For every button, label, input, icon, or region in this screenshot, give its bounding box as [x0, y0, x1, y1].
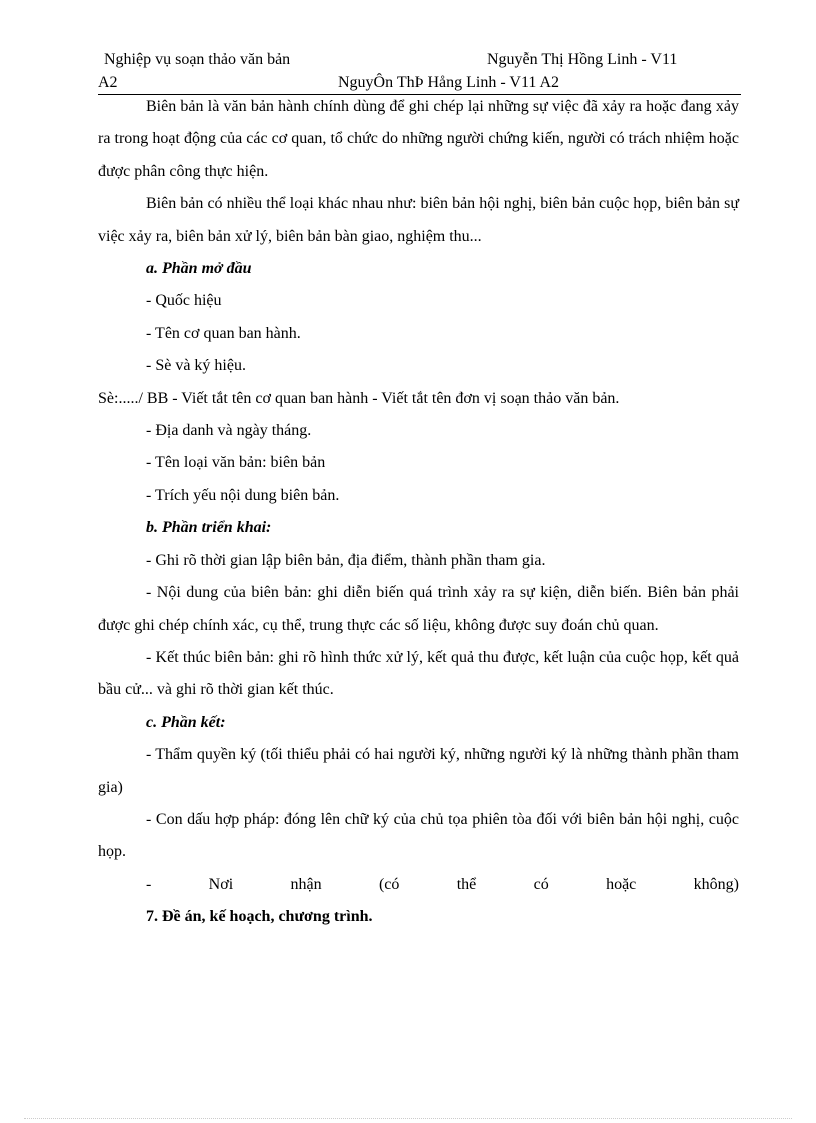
heading-closing-section: c. Phần kết:: [146, 713, 226, 731]
header-class: A2: [98, 74, 118, 91]
heading-body-section: b. Phần triển khai:: [146, 519, 272, 537]
list-item: - Ghi rõ thời gian lập biên bản, địa điểm, thành phần tham gia.: [146, 551, 546, 569]
list-item: - Con dấu hợp pháp: đóng lên chữ ký của chủ tọa phiên tòa đối với biên bản hội nghị, cuộc họp.: [98, 810, 739, 861]
list-item: - Tên loại văn bản: biên bản: [146, 454, 326, 472]
list-item: - Tên cơ quan ban hành.: [146, 324, 301, 342]
list-item: - Thẩm quyền ký (tối thiểu phải có hai người ký, những người ký là những thành phần tham gia): [98, 746, 739, 796]
list-item: - Quốc hiệu: [146, 292, 222, 310]
header-author-encoded: NguyÔn ThÞ Hång Linh - V11 A2: [338, 74, 560, 91]
heading-opening-section: a. Phần mở đầu: [146, 260, 252, 278]
list-item: - Trích yếu nội dung biên bản.: [146, 486, 340, 504]
list-item: - Nội dung của biên bản: ghi diễn biến quá trình xảy ra sự kiện, diễn biến. Biên bản phải được ghi chép chính xác, cụ thể, trung thực các số liệu, không được suy đoán chủ quan.: [98, 584, 739, 634]
number-code-line: Sè:...../ BB - Viết tắt tên cơ quan ban hành - Viết tắt tên đơn vị soạn thảo văn bản.: [98, 389, 620, 407]
list-item: - Sè và ký hiệu.: [146, 357, 246, 375]
recipient-line: [98, 869, 739, 901]
header-course-title: Nghiệp vụ soạn thảo văn bản: [104, 51, 291, 68]
word: có: [533, 875, 549, 893]
word: -: [146, 875, 152, 893]
paragraph-types: Biên bản có nhiều thể loại khác nhau như: biên bản hội nghị, biên bản cuộc họp, biên bản sự việc xảy ra, biên bản xử lý, biên bản bàn giao, nghiệm thu...: [98, 195, 739, 245]
word: Nơi: [208, 875, 234, 893]
list-item: - Địa danh và ngày tháng.: [146, 422, 312, 440]
word: hoặc: [606, 875, 637, 893]
heading-section-7: 7. Đề án, kế hoạch, chương trình.: [146, 908, 373, 926]
word: nhận: [290, 875, 322, 893]
paragraph-definition: Biên bản là văn bản hành chính dùng để ghi chép lại những sự việc đã xảy ra hoặc đang xảy ra trong hoạt động của các cơ quan, tổ chức do những người chứng kiến, người có trách nhiệm hoặc được phân công thực hiện.: [98, 98, 739, 180]
page-bottom-border: [24, 1118, 792, 1119]
word: thể: [456, 875, 477, 893]
list-item: - Kết thúc biên bản: ghi rõ hình thức xử lý, kết quả thu được, kết luận của cuộc họp, kết quả bầu cử... và ghi rõ thời gian kết thúc.: [98, 648, 739, 699]
document-body: [98, 91, 739, 934]
word: (có: [378, 875, 400, 893]
header-author: Nguyễn Thị Hồng Linh - V11: [487, 51, 678, 68]
word: không): [693, 875, 739, 893]
